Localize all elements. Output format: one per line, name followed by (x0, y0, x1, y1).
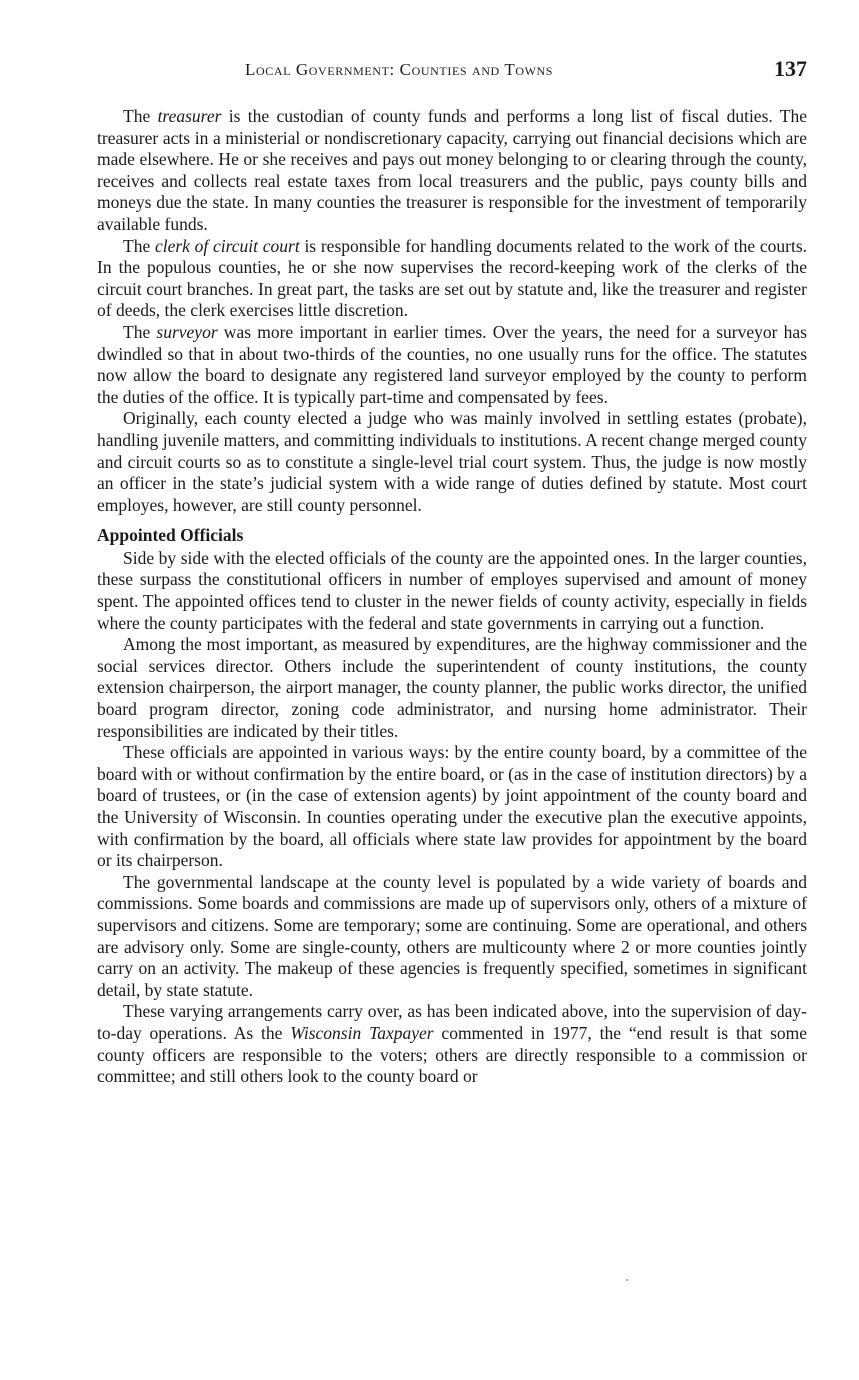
publication-title: Wisconsin Taxpayer (290, 1022, 434, 1043)
paragraph-treasurer-text: is the custodian of county funds and performs a long list of fiscal duties. The treasurer acts in a ministerial or nondiscretionary capacity, carrying out financial decisions which are made elsewhere. He or she receives and pays out money belonging to or clearing through the county, receives and collects real estate taxes from local treasurers and the public, pays county bills and moneys due the state. In many counties the treasurer is responsible for the investment of temporarily available funds. (97, 106, 807, 234)
scan-speck (626, 1279, 628, 1281)
paragraph-arrangements-before: These varying arrangements carry over, as has been indicated above, into the supervision of day-to-day operations. As the (97, 1001, 807, 1043)
paragraph-judge: Originally, each county elected a judge who was mainly involved in settling estates (probate), handling juvenile matters, and committing individuals to institutions. A recent change merged county and circuit courts so as to constitute a single-level trial court system. Thus, the judge is now mostly an officer in the state’s judicial system with a wide range of duties defined by statute. Most court employes, however, are still county personnel. (97, 408, 807, 515)
paragraph-appointment-ways: These officials are appointed in various ways: by the entire county board, by a committee of the board with or without confirmation by the entire board, or (as in the case of institution directors) by a board of trustees, or (in the case of extension agents) by joint appointment of the county board and the University of Wisconsin. In counties operating under the executive plan the executive appoints, with confirmation by the board, all officials where state law provides for appointment by the board or its chairperson. (97, 742, 807, 871)
book-page (97, 56, 807, 1088)
paragraph-treasurer: The treasurer is the custodian of county funds and performs a long list of fiscal duties. The treasurer acts in a ministerial or nondiscretionary capacity, carrying out financial decisions which are made elsewhere. He or she receives and pays out money belonging to or clearing through the county, receives and collects real estate taxes from local treasurers and the public, pays county bills and moneys due the state. In many counties the treasurer is responsible for the investment of temporarily available funds. (97, 106, 807, 234)
section-heading-appointed-officials: Appointed Officials (97, 525, 244, 546)
page-number: 137 (774, 56, 807, 81)
running-head (97, 56, 807, 86)
paragraph-appointed-intro: Side by side with the elected officials of the county are the appointed ones. In the larger counties, these surpass the constitutional officers in number of employes supervised and amount of money spent. The appointed offices tend to cluster in the newer fields of county activity, especially in fields where the county participates with the federal and state governments in carrying out a function. (97, 547, 807, 633)
paragraph-clerk: The clerk of circuit court is responsible for handling documents related to the work of the courts. In the populous counties, he or she now supervises the record-keeping work of the clerks of the circuit court branches. In great part, the tasks are set out by statute and, like the treasurer and register of deeds, the clerk exercises little discretion. (97, 235, 808, 321)
term-clerk-of-circuit-court: clerk of circuit court (154, 235, 300, 256)
paragraph-surveyor: The surveyor was more important in earlier times. Over the years, the need for a surveyor has dwindled so that in about two-thirds of the counties, no one usually runs for the office. The statutes now allow the board to designate any registered land surveyor employed by the county to perform the duties of the office. It is typically part-time and compensated by fees. (97, 321, 807, 407)
paragraph-arrangements-after: commented in 1977, the “end result is that some county officers are responsible to the voters; others are directly responsible to a commission or committee; and still others look to the county board or (97, 1022, 808, 1087)
paragraph-surveyor-text: was more important in earlier times. Over the years, the need for a surveyor has dwindled so that in about two-thirds of the counties, no one usually runs for the office. The statutes now allow the board to designate any registered land surveyor employed by the county to perform the duties of the office. It is typically part-time and compensated by fees. (97, 321, 807, 407)
term-treasurer: treasurer (157, 106, 222, 126)
paragraph-most-important: Among the most important, as measured by expenditures, are the highway commissioner and the social services director. Others include the superintendent of county institutions, the county extension chairperson, the airport manager, the county planner, the public works director, the unified board program director, zoning code administrator, and nursing home administrator. Their responsibilities are indicated by their titles. (97, 634, 807, 741)
term-surveyor: surveyor (156, 321, 218, 342)
running-title: Local Government: Counties and Towns (245, 60, 554, 79)
paragraph-clerk-text: is responsible for handling documents related to the work of the courts. In the populous counties, he or she now supervises the record-keeping work of the clerks of the circuit court branches. In great part, the tasks are set out by statute and, like the treasurer and register of deeds, the clerk exercises little discretion. (97, 235, 808, 321)
paragraph-arrangements (97, 1001, 807, 1087)
body-text (97, 106, 807, 1088)
paragraph-landscape: The governmental landscape at the county level is populated by a wide variety of boards and commissions. Some boards and commissions are made up of supervisors only, others of a mixture of supervisors and citizens. Some are temporary; some are continuing. Some are operational, and others are advisory only. Some are single-county, others are multicounty where 2 or more counties jointly carry on an activity. The makeup of these agencies is frequently specified, sometimes in significant detail, by state statute. (97, 871, 807, 1000)
